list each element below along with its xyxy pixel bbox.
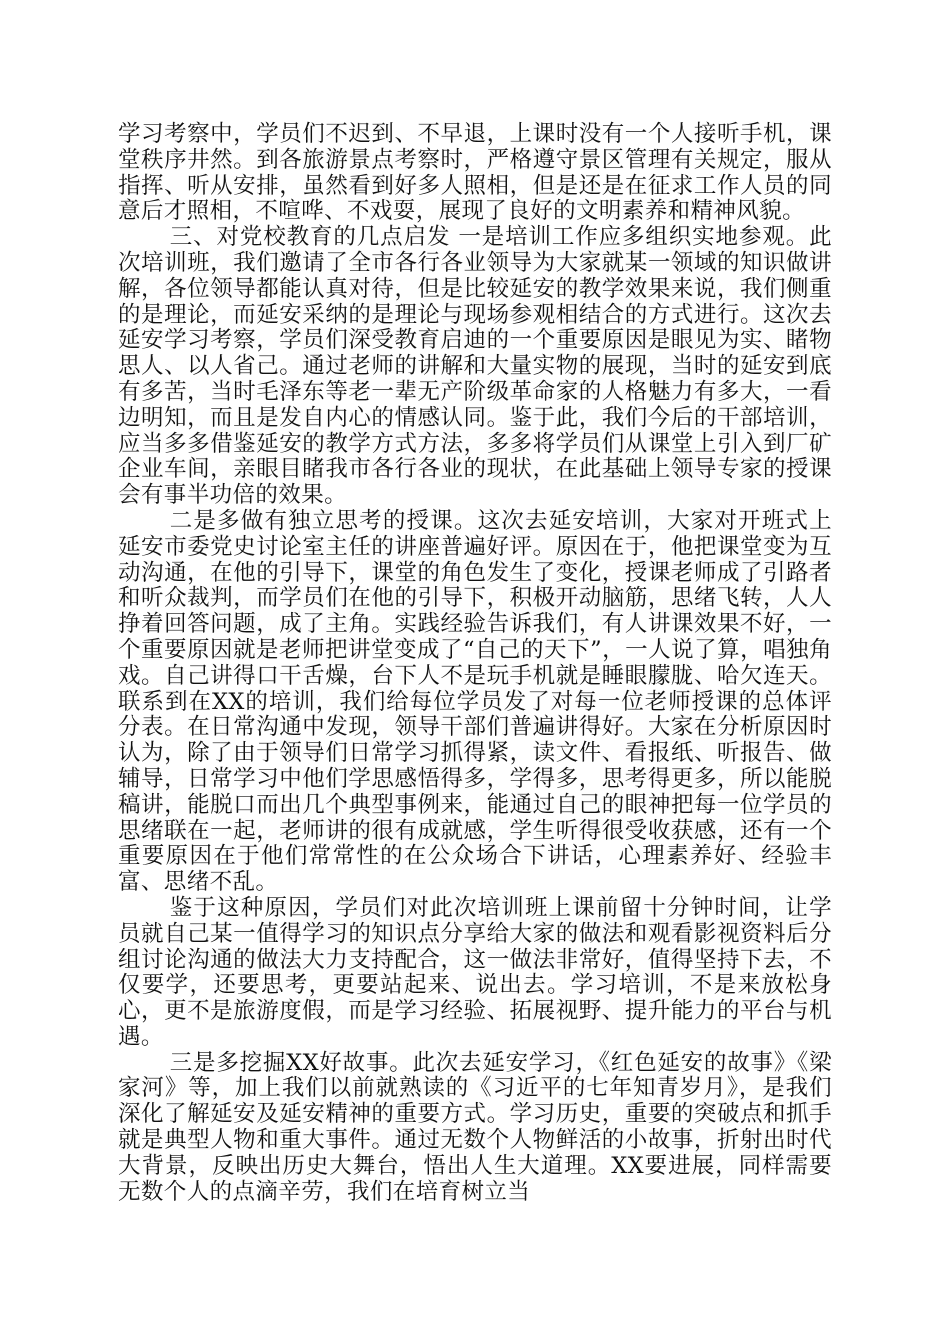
paragraph-2: 三、对党校教育的几点启发 一是培训工作应多组织实地参观。此次培训班，我们邀请了全市各行各业领导为大家就某一领域的知识做讲解，各位领导都能认真对待，但是比较延安的教学效果来说，我们侧重的是理论，而延安采纳的是理论与现场参观相结合的方式进行。这次去延安学习考察，学员们深受教育启迪的一个重要原因是眼见为实、睹物思人、以人省己。通过老师的讲解和大量实物的展现，当时的延安到底有多苦，当时毛泽东等老一辈无产阶级革命家的人格魅力有多大，一看边明知，而且是发自内心的情感认同。鉴于此，我们今后的干部培训，应当多多借鉴延安的教学方式方法，多多将学员们从课堂上引入到厂矿企业车间，亲眼目睹我市各行各业的现状，在此基础上领导专家的授课会有事半功倍的效果。 <box>118 224 832 509</box>
paragraph-4: 鉴于这种原因，学员们对此次培训班上课前留十分钟时间，让学员就自己某一值得学习的知识点分享给大家的做法和观看影视资料后分组讨论沟通的做法大力支持配合，这一做法非常好，值得坚持下去，不仅要学，还要思考，更要站起来、说出去。学习培训，不是来放松身心，更不是旅游度假，而是学习经验、拓展视野、提升能力的平台与机遇。 <box>118 894 832 1050</box>
paragraph-1: 学习考察中，学员们不迟到、不早退，上课时没有一个人接听手机，课堂秩序井然。到各旅游景点考察时，严格遵守景区管理有关规定，服从指挥、听从安排，虽然看到好多人照相，但是还是在征求工作人员的同意后才照相，不喧哗、不戏耍，展现了良好的文明素养和精神风貌。 <box>118 121 832 225</box>
paragraph-5: 三是多挖掘XX好故事。此次去延安学习，《红色延安的故事》《梁家河》等，加上我们以前就熟读的《习近平的七年知青岁月》，是我们深化了解延安及延安精神的重要方式。学习历史，重要的突破点和抓手就是典型人物和重大事件。通过无数个人物鲜活的小故事，折射出时代大背景，反映出历史大舞台，悟出人生大道理。XX要进展，同样需要无数个人的点滴辛劳，我们在培育树立当 <box>118 1049 832 1205</box>
paragraph-3: 二是多做有独立思考的授课。这次去延安培训，大家对开班式上延安市委党史讨论室主任的讲座普遍好评。原因在于，他把课堂变为互动沟通，在他的引导下，课堂的角色发生了变化，授课老师成了引路者和听众裁判，而学员们在他的引导下，积极开动脑筋，思绪飞转，人人挣着回答问题，成了主角。实践经验告诉我们，有人讲课效果不好，一个重要原因就是老师把讲堂变成了“自己的天下”，一人说了算，唱独角戏。自己讲得口干舌燥，台下人不是玩手机就是睡眼朦胧、哈欠连天。联系到在XX的培训，我们给每位学员发了对每一位老师授课的总体评分表。在日常沟通中发现，领导干部们普遍讲得好。大家在分析原因时认为，除了由于领导们日常学习抓得紧，读文件、看报纸、听报告、做辅导，日常学习中他们学思感悟得多，学得多，思考得更多，所以能脱稿讲，能脱口而出几个典型事例来，能通过自己的眼神把每一位学员的思绪联在一起，老师讲的很有成就感，学生听得很受收获感，还有一个重要原因在于他们常常性的在公众场合下讲话，心理素养好、经验丰富、思绪不乱。 <box>118 507 832 896</box>
document-page <box>118 122 832 1205</box>
